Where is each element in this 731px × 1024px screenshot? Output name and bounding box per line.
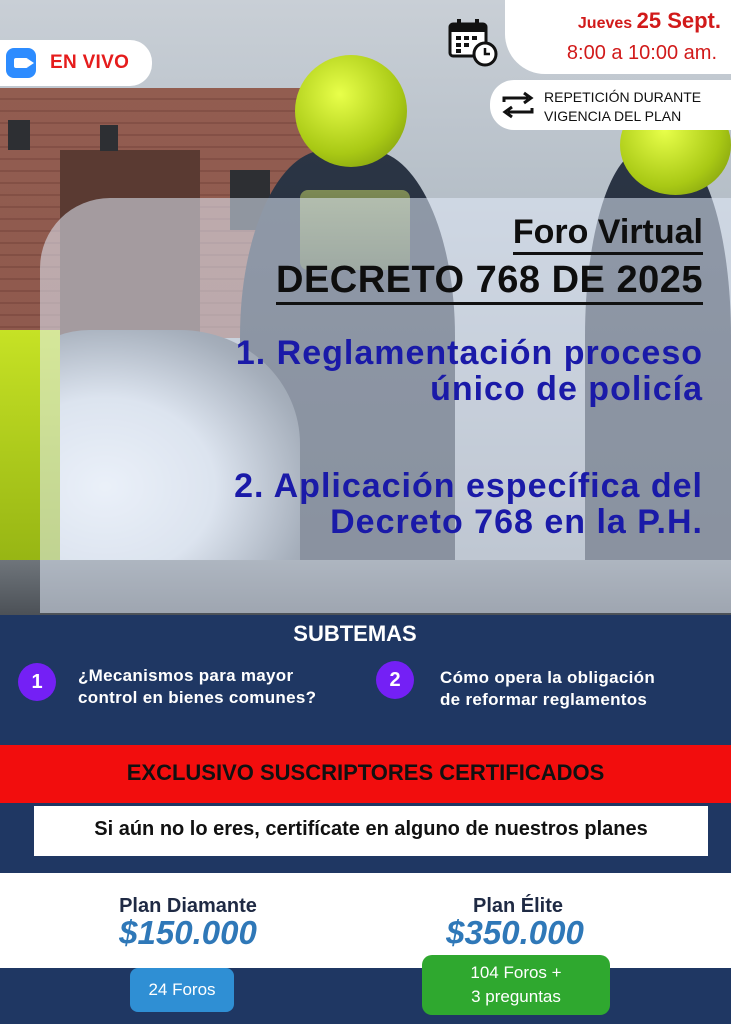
topic-2-line2: Decreto 768 en la P.H. <box>330 503 703 541</box>
plan-diamante-button[interactable] <box>130 968 234 1012</box>
plans-footer <box>0 968 731 1024</box>
zoom-camera-icon <box>6 48 36 78</box>
event-time: 8:00 a 10:00 am. <box>566 42 717 64</box>
subtopic-2 <box>440 667 655 711</box>
subtopic-1-line2: control en bienes comunes? <box>78 688 317 707</box>
live-label: EN VIVO <box>50 52 130 73</box>
calendar-clock-icon <box>447 16 499 68</box>
topic-2-line1: 2. Aplicación específica del <box>234 467 703 505</box>
topic-2 <box>234 468 703 540</box>
plan-diamante-name: Plan Diamante <box>119 895 257 917</box>
live-badge <box>0 40 152 86</box>
plan-elite-includes-line1: 104 Foros + <box>470 963 562 982</box>
replay-line2: VIGENCIA DEL PLAN <box>544 108 682 124</box>
police-helmet <box>295 55 407 167</box>
topic-1-line1: 1. Reglamentación proceso <box>235 334 703 372</box>
subtopic-2-line1: Cómo opera la obligación <box>440 668 656 687</box>
plan-diamante-includes: 24 Foros <box>148 980 216 999</box>
plan-elite-name: Plan Élite <box>472 895 564 917</box>
plan-elite-includes-line2: 3 preguntas <box>471 987 561 1006</box>
exclusive-label: EXCLUSIVO SUSCRIPTORES CERTIFICADOS <box>126 760 605 785</box>
date-box <box>505 0 731 74</box>
plan-elite-price: $350.000 <box>446 914 584 951</box>
replay-box <box>490 80 731 130</box>
repeat-icon <box>498 88 538 122</box>
building-window <box>100 125 118 151</box>
subtopic-2-line2: de reformar reglamentos <box>440 690 648 709</box>
subtopics-heading: SUBTEMAS <box>293 621 417 646</box>
subtopic-number-badge: 1 <box>18 663 56 701</box>
cta-text: Si aún no lo eres, certifícate en alguno de nuestros planes <box>94 818 648 840</box>
replay-line1: REPETICIÓN DURANTE <box>544 89 702 105</box>
subtopic-number-badge: 2 <box>376 661 414 699</box>
subtopic-1-line1: ¿Mecanismos para mayor <box>78 666 294 685</box>
event-date <box>578 8 721 34</box>
plan-elite-button[interactable] <box>422 955 610 1015</box>
subtopic-1 <box>78 665 316 709</box>
event-type-title: Foro Virtual <box>513 212 703 255</box>
event-day: Jueves <box>577 15 633 32</box>
topic-1 <box>236 335 703 407</box>
plan-diamante-price: $150.000 <box>119 914 257 951</box>
event-date-value: 25 Sept. <box>636 8 721 33</box>
topic-1-line2: único de policía <box>430 370 703 408</box>
decree-title: DECRETO 768 DE 2025 <box>276 258 703 305</box>
replay-text <box>544 88 701 126</box>
building-window <box>8 120 30 150</box>
